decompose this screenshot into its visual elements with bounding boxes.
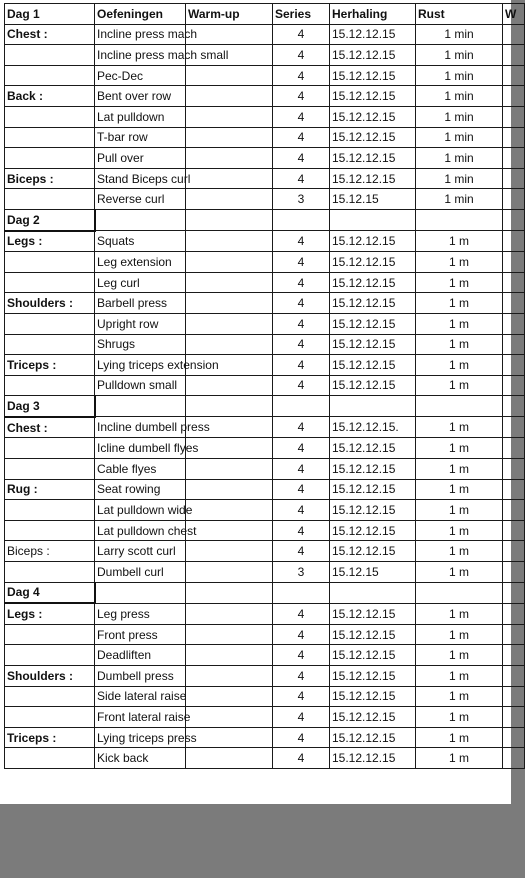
w-cell [503, 272, 525, 293]
rest-time: 1 min [416, 127, 503, 148]
exercise-row [5, 231, 525, 252]
warmup-cell [186, 541, 273, 562]
empty-cell [95, 209, 186, 230]
exercise-name: Pec-Dec [95, 65, 186, 86]
warmup-cell [186, 148, 273, 169]
exercise-name: T-bar row [95, 127, 186, 148]
series-count: 4 [273, 272, 330, 293]
exercise-name: Lat pulldown [95, 106, 186, 127]
muscle-group [5, 624, 95, 645]
exercise-name: Leg press [95, 603, 186, 624]
w-cell [503, 231, 525, 252]
repetitions: 15.12.12.15 [330, 65, 416, 86]
exercise-name: Bent over row [95, 86, 186, 107]
warmup-cell [186, 252, 273, 273]
exercise-row [5, 603, 525, 624]
rest-time: 1 m [416, 479, 503, 500]
exercise-row [5, 189, 525, 210]
warmup-cell [186, 748, 273, 769]
rest-time: 1 min [416, 148, 503, 169]
series-count: 4 [273, 168, 330, 189]
w-cell [503, 520, 525, 541]
warmup-cell [186, 562, 273, 583]
muscle-group [5, 252, 95, 273]
exercise-row [5, 417, 525, 438]
header-row [5, 4, 525, 25]
rest-time: 1 m [416, 541, 503, 562]
series-count: 4 [273, 293, 330, 314]
series-count: 4 [273, 624, 330, 645]
series-count: 4 [273, 45, 330, 66]
exercise-name: Squats [95, 231, 186, 252]
rest-time: 1 m [416, 645, 503, 666]
rest-time: 1 m [416, 727, 503, 748]
muscle-group [5, 65, 95, 86]
w-cell [503, 686, 525, 707]
muscle-group [5, 148, 95, 169]
exercise-row [5, 562, 525, 583]
day-title: Dag 2 [5, 209, 95, 230]
empty-cell [273, 582, 330, 603]
rest-time: 1 min [416, 45, 503, 66]
exercise-row [5, 707, 525, 728]
exercise-name: Reverse curl [95, 189, 186, 210]
exercise-name: Side lateral raise [95, 686, 186, 707]
exercise-row [5, 293, 525, 314]
w-cell [503, 624, 525, 645]
empty-cell [416, 582, 503, 603]
muscle-group: Chest : [5, 417, 95, 438]
warmup-cell [186, 624, 273, 645]
warmup-cell [186, 106, 273, 127]
muscle-group [5, 686, 95, 707]
repetitions: 15.12.12.15 [330, 645, 416, 666]
rest-time: 1 m [416, 707, 503, 728]
rest-time: 1 m [416, 252, 503, 273]
muscle-group [5, 707, 95, 728]
rest-time: 1 m [416, 520, 503, 541]
warmup-cell [186, 520, 273, 541]
rest-time: 1 min [416, 168, 503, 189]
muscle-group: Triceps : [5, 355, 95, 376]
repetitions: 15.12.12.15 [330, 479, 416, 500]
header-day-cell: Dag 1 [5, 4, 95, 25]
muscle-group: Legs : [5, 231, 95, 252]
repetitions: 15.12.12.15 [330, 272, 416, 293]
exercise-row [5, 148, 525, 169]
series-count: 4 [273, 459, 330, 480]
warmup-cell [186, 127, 273, 148]
repetitions: 15.12.12.15 [330, 86, 416, 107]
rest-time: 1 min [416, 65, 503, 86]
repetitions: 15.12.12.15 [330, 603, 416, 624]
series-count: 4 [273, 252, 330, 273]
rest-time: 1 m [416, 375, 503, 396]
rest-time: 1 min [416, 106, 503, 127]
warmup-cell [186, 500, 273, 521]
exercise-name: Upright row [95, 313, 186, 334]
repetitions: 15.12.12.15 [330, 313, 416, 334]
muscle-group [5, 189, 95, 210]
w-cell [503, 168, 525, 189]
w-cell [503, 45, 525, 66]
series-count: 4 [273, 231, 330, 252]
w-cell [503, 707, 525, 728]
muscle-group: Triceps : [5, 727, 95, 748]
empty-cell [330, 582, 416, 603]
empty-cell [503, 396, 525, 417]
rest-time: 1 m [416, 500, 503, 521]
warmup-cell [186, 727, 273, 748]
rest-time: 1 m [416, 459, 503, 480]
muscle-group [5, 438, 95, 459]
exercise-row [5, 168, 525, 189]
w-cell [503, 727, 525, 748]
exercise-row [5, 666, 525, 687]
exercise-row [5, 748, 525, 769]
repetitions: 15.12.12.15 [330, 707, 416, 728]
exercise-name: Icline dumbell flyes [95, 438, 186, 459]
exercise-name: Dumbell curl [95, 562, 186, 583]
exercise-name: Kick back [95, 748, 186, 769]
series-count: 4 [273, 520, 330, 541]
w-cell [503, 541, 525, 562]
exercise-name: Lying triceps press [95, 727, 186, 748]
exercise-row [5, 334, 525, 355]
warmup-cell [186, 479, 273, 500]
w-cell [503, 375, 525, 396]
muscle-group [5, 272, 95, 293]
exercise-name: Cable flyes [95, 459, 186, 480]
exercise-row [5, 65, 525, 86]
series-count: 4 [273, 500, 330, 521]
muscle-group [5, 459, 95, 480]
repetitions: 15.12.12.15 [330, 520, 416, 541]
header-reps: Herhaling [330, 4, 416, 25]
rest-time: 1 m [416, 417, 503, 438]
muscle-group [5, 645, 95, 666]
repetitions: 15.12.12.15 [330, 375, 416, 396]
exercise-row [5, 127, 525, 148]
repetitions: 15.12.12.15 [330, 45, 416, 66]
exercise-row [5, 645, 525, 666]
empty-cell [186, 209, 273, 230]
exercise-name: Lat pulldown chest [95, 520, 186, 541]
series-count: 4 [273, 603, 330, 624]
warmup-cell [186, 189, 273, 210]
repetitions: 15.12.12.15 [330, 168, 416, 189]
series-count: 4 [273, 748, 330, 769]
rest-time: 1 m [416, 562, 503, 583]
series-count: 4 [273, 645, 330, 666]
series-count: 4 [273, 438, 330, 459]
series-count: 4 [273, 417, 330, 438]
repetitions: 15.12.12.15 [330, 106, 416, 127]
empty-cell [416, 396, 503, 417]
w-cell [503, 666, 525, 687]
repetitions: 15.12.12.15 [330, 686, 416, 707]
header-exercises: Oefeningen [95, 4, 186, 25]
exercise-name: Pulldown small [95, 375, 186, 396]
exercise-row [5, 479, 525, 500]
rest-time: 1 m [416, 355, 503, 376]
scan-background-band [0, 804, 511, 878]
muscle-group [5, 45, 95, 66]
series-count: 4 [273, 65, 330, 86]
w-cell [503, 106, 525, 127]
w-cell [503, 252, 525, 273]
header-rest: Rust [416, 4, 503, 25]
muscle-group [5, 375, 95, 396]
repetitions: 15.12.12.15 [330, 293, 416, 314]
exercise-row [5, 727, 525, 748]
series-count: 3 [273, 562, 330, 583]
empty-cell [95, 582, 186, 603]
rest-time: 1 m [416, 438, 503, 459]
muscle-group [5, 562, 95, 583]
w-cell [503, 645, 525, 666]
exercise-row [5, 86, 525, 107]
rest-time: 1 min [416, 24, 503, 45]
warmup-cell [186, 645, 273, 666]
exercise-name: Incline press mach small [95, 45, 186, 66]
repetitions: 15.12.12.15 [330, 727, 416, 748]
empty-cell [503, 582, 525, 603]
repetitions: 15.12.12.15 [330, 24, 416, 45]
day-header-row [5, 209, 525, 230]
exercise-row [5, 355, 525, 376]
series-count: 4 [273, 727, 330, 748]
warmup-cell [186, 603, 273, 624]
muscle-group [5, 748, 95, 769]
exercise-row [5, 45, 525, 66]
warmup-cell [186, 666, 273, 687]
exercise-row [5, 520, 525, 541]
day-header-row [5, 582, 525, 603]
exercise-name: Stand Biceps curl [95, 168, 186, 189]
empty-cell [273, 396, 330, 417]
warmup-cell [186, 459, 273, 480]
rest-time: 1 m [416, 624, 503, 645]
empty-cell [186, 396, 273, 417]
w-cell [503, 65, 525, 86]
rest-time: 1 min [416, 189, 503, 210]
exercise-name: Front lateral raise [95, 707, 186, 728]
exercise-row [5, 313, 525, 334]
series-count: 4 [273, 148, 330, 169]
repetitions: 15.12.12.15 [330, 541, 416, 562]
exercise-row [5, 272, 525, 293]
muscle-group: Shoulders : [5, 666, 95, 687]
w-cell [503, 189, 525, 210]
exercise-row [5, 686, 525, 707]
w-cell [503, 24, 525, 45]
series-count: 4 [273, 686, 330, 707]
muscle-group: Biceps : [5, 541, 95, 562]
w-cell [503, 459, 525, 480]
rest-time: 1 m [416, 313, 503, 334]
exercise-row [5, 438, 525, 459]
exercise-row [5, 624, 525, 645]
exercise-row [5, 459, 525, 480]
series-count: 3 [273, 189, 330, 210]
header-warmup: Warm-up [186, 4, 273, 25]
w-cell [503, 500, 525, 521]
exercise-row [5, 106, 525, 127]
repetitions: 15.12.12.15 [330, 624, 416, 645]
warmup-cell [186, 293, 273, 314]
series-count: 4 [273, 707, 330, 728]
repetitions: 15.12.12.15 [330, 334, 416, 355]
warmup-cell [186, 231, 273, 252]
day-title: Dag 4 [5, 582, 95, 603]
w-cell [503, 293, 525, 314]
series-count: 4 [273, 541, 330, 562]
muscle-group: Legs : [5, 603, 95, 624]
muscle-group [5, 520, 95, 541]
rest-time: 1 m [416, 231, 503, 252]
series-count: 4 [273, 355, 330, 376]
day-header-row [5, 396, 525, 417]
rest-time: 1 m [416, 603, 503, 624]
series-count: 4 [273, 479, 330, 500]
repetitions: 15.12.12.15 [330, 355, 416, 376]
schedule-body [5, 4, 525, 769]
exercise-name: Leg curl [95, 272, 186, 293]
empty-cell [330, 396, 416, 417]
rest-time: 1 m [416, 748, 503, 769]
repetitions: 15.12.12.15 [330, 231, 416, 252]
series-count: 4 [273, 86, 330, 107]
repetitions: 15.12.15 [330, 562, 416, 583]
exercise-name: Deadliften [95, 645, 186, 666]
warmup-cell [186, 686, 273, 707]
repetitions: 15.12.12.15 [330, 252, 416, 273]
empty-cell [186, 582, 273, 603]
empty-cell [503, 209, 525, 230]
w-cell [503, 562, 525, 583]
muscle-group: Back : [5, 86, 95, 107]
rest-time: 1 min [416, 86, 503, 107]
muscle-group: Biceps : [5, 168, 95, 189]
series-count: 4 [273, 334, 330, 355]
repetitions: 15.12.12.15. [330, 417, 416, 438]
series-count: 4 [273, 106, 330, 127]
rest-time: 1 m [416, 686, 503, 707]
empty-cell [416, 209, 503, 230]
muscle-group: Rug : [5, 479, 95, 500]
muscle-group: Chest : [5, 24, 95, 45]
exercise-row [5, 541, 525, 562]
warmup-cell [186, 65, 273, 86]
w-cell [503, 438, 525, 459]
muscle-group [5, 127, 95, 148]
repetitions: 15.12.15 [330, 189, 416, 210]
empty-cell [330, 209, 416, 230]
w-cell [503, 417, 525, 438]
series-count: 4 [273, 666, 330, 687]
series-count: 4 [273, 24, 330, 45]
exercise-name: Dumbell press [95, 666, 186, 687]
series-count: 4 [273, 313, 330, 334]
exercise-name: Leg extension [95, 252, 186, 273]
warmup-cell [186, 438, 273, 459]
muscle-group [5, 106, 95, 127]
series-count: 4 [273, 127, 330, 148]
header-w: W [503, 4, 525, 25]
warmup-cell [186, 707, 273, 728]
muscle-group [5, 313, 95, 334]
rest-time: 1 m [416, 334, 503, 355]
exercise-row [5, 500, 525, 521]
rest-time: 1 m [416, 293, 503, 314]
empty-cell [95, 396, 186, 417]
warmup-cell [186, 313, 273, 334]
day-title: Dag 3 [5, 396, 95, 417]
empty-cell [273, 209, 330, 230]
warmup-cell [186, 375, 273, 396]
repetitions: 15.12.12.15 [330, 666, 416, 687]
w-cell [503, 748, 525, 769]
w-cell [503, 313, 525, 334]
exercise-name: Barbell press [95, 293, 186, 314]
exercise-name: Shrugs [95, 334, 186, 355]
warmup-cell [186, 24, 273, 45]
w-cell [503, 355, 525, 376]
repetitions: 15.12.12.15 [330, 127, 416, 148]
w-cell [503, 86, 525, 107]
exercise-name: Pull over [95, 148, 186, 169]
muscle-group [5, 334, 95, 355]
series-count: 4 [273, 375, 330, 396]
rest-time: 1 m [416, 666, 503, 687]
rest-time: 1 m [416, 272, 503, 293]
warmup-cell [186, 272, 273, 293]
exercise-name: Front press [95, 624, 186, 645]
w-cell [503, 479, 525, 500]
repetitions: 15.12.12.15 [330, 500, 416, 521]
exercise-row [5, 24, 525, 45]
exercise-name: Incline press mach [95, 24, 186, 45]
muscle-group: Shoulders : [5, 293, 95, 314]
warmup-cell [186, 334, 273, 355]
exercise-row [5, 252, 525, 273]
repetitions: 15.12.12.15 [330, 438, 416, 459]
exercise-name: Larry scott curl [95, 541, 186, 562]
w-cell [503, 127, 525, 148]
exercise-name: Incline dumbell press [95, 417, 186, 438]
w-cell [503, 148, 525, 169]
warmup-cell [186, 168, 273, 189]
header-series: Series [273, 4, 330, 25]
exercise-name: Lat pulldown wide [95, 500, 186, 521]
workout-schedule-table [4, 3, 525, 769]
repetitions: 15.12.12.15 [330, 748, 416, 769]
w-cell [503, 334, 525, 355]
exercise-name: Lying triceps extension [95, 355, 186, 376]
repetitions: 15.12.12.15 [330, 148, 416, 169]
warmup-cell [186, 86, 273, 107]
muscle-group [5, 500, 95, 521]
exercise-name: Seat rowing [95, 479, 186, 500]
w-cell [503, 603, 525, 624]
exercise-row [5, 375, 525, 396]
repetitions: 15.12.12.15 [330, 459, 416, 480]
